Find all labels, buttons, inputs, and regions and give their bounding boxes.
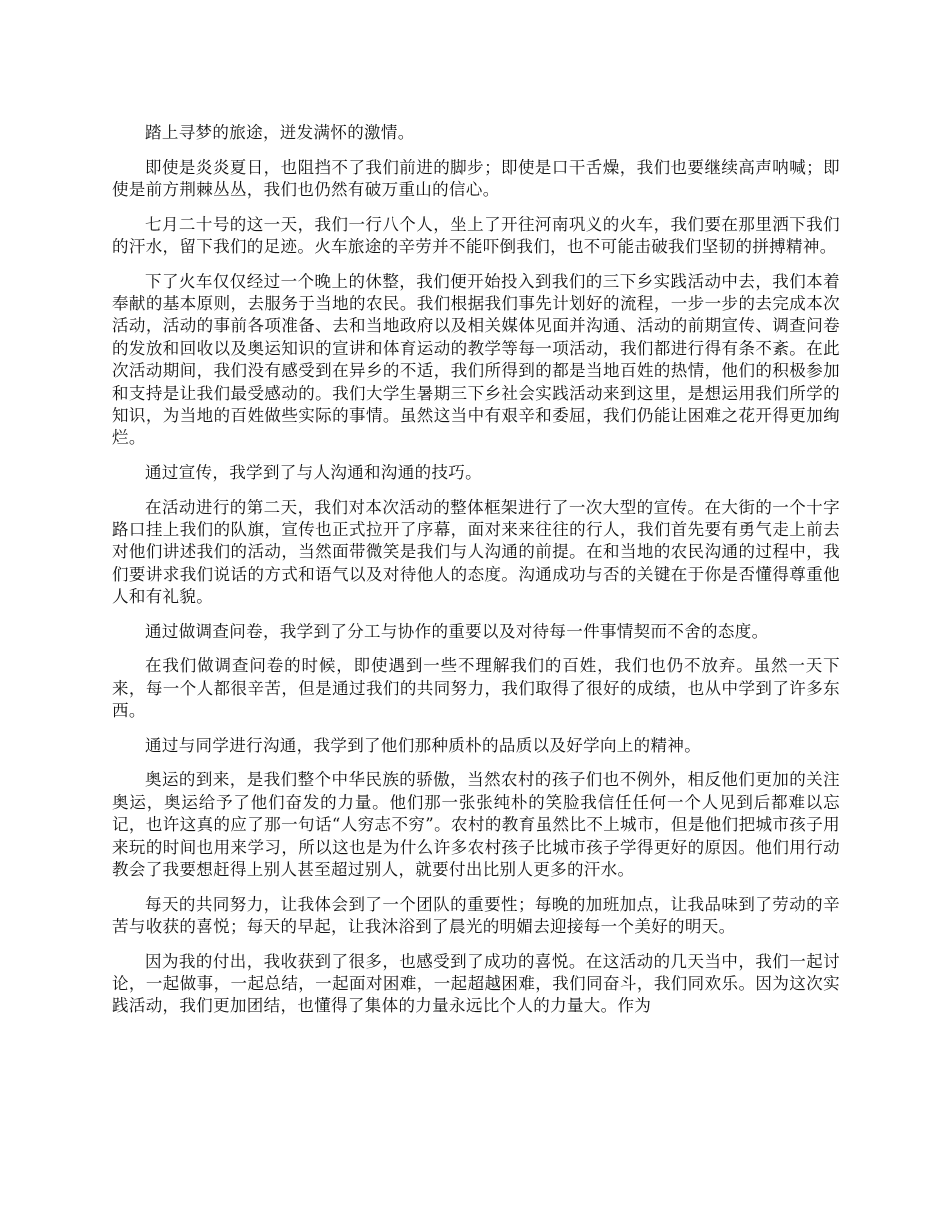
paragraph-2: 即使是炎炎夏日，也阻挡不了我们前进的脚步；即使是口干舌燥，我们也要继续高声呐喊；即使是前方荆棘丛丛，我们也仍然有破万重山的信心。 [112,157,840,199]
paragraph-9: 通过与同学进行沟通，我学到了他们那种质朴的品质以及好学向上的精神。 [145,735,702,755]
paragraph-3: 七月二十号的这一天，我们一行八个人，坐上了开往河南巩义的火车，我们要在那里洒下我们的汗水，留下我们的足迹。火车旅途的辛劳并不能吓倒我们，也不可能击破我们坚韧的拼搏精神。 [112,214,840,256]
paragraph-10: 奥运的到来，是我们整个中华民族的骄傲，当然农村的孩子们也不例外，相反他们更加的关注奥运，奥运给予了他们奋发的力量。他们那一张张纯朴的笑脸我信任任何一个人见到后都难以忘记，也许这真的应了那一句话“人穷志不穷”。农村的教育虽然比不上城市，但是他们把城市孩子用来玩的时间也用来学习，所以这也是为什么许多农村孩子比城市孩子学得更好的原因。他们用行动教会了我要想赶得上别人甚至超过别人，就要付出比别人更多的汗水。 [112,770,840,880]
paragraph-8: 在我们做调查问卷的时候，即使遇到一些不理解我们的百姓，我们也仍不放弃。虽然一天下来，每一个人都很辛苦，但是通过我们的共同努力，我们取得了很好的成绩，也从中学到了许多东西。 [112,656,840,721]
paragraph-7: 通过做调查问卷，我学到了分工与协作的重要以及对待每一件事情契而不舍的态度。 [145,621,769,641]
paragraph-4: 下了火车仅仅经过一个晚上的休整，我们便开始投入到我们的三下乡实践活动中去，我们本着奉献的基本原则，去服务于当地的农民。我们根据我们事先计划好的流程，一步一步的去完成本次活动，活动的事前各项准备、去和当地政府以及相关媒体见面并沟通、活动的前期宣传、调查问卷的发放和回收以及奥运知识的宣讲和体育运动的教学等每一项活动，我们都进行得有条不紊。在此次活动期间，我们没有感受到在异乡的不适，我们所得到的都是当地百姓的热情，他们的积极参加和支持是让我们最受感动的。我们大学生暑期三下乡社会实践活动来到这里，是想运用我们所学的知识，为当地的百姓做些实际的事情。虽然这当中有艰辛和委屈，我们仍能让困难之花开得更加绚烂。 [112,271,840,448]
paragraph-11: 每天的共同努力，让我体会到了一个团队的重要性；每晚的加班加点，让我品味到了劳动的辛苦与收获的喜悦；每天的早起，让我沐浴到了晨光的明媚去迎接每一个美好的明天。 [112,894,840,937]
paragraph-12: 因为我的付出，我收获到了很多，也感受到了成功的喜悦。在这活动的几天当中，我们一起讨论，一起做事，一起总结，一起面对困难，一起超越困难，我们同奋斗，我们同欢乐。因为这次实践活动，我们更加团结，也懂得了集体的力量永远比个人的力量大。作为 [112,951,840,1016]
document-body [112,122,840,1030]
paragraph-1: 踏上寻梦的旅途，迸发满怀的激情。 [145,123,415,142]
paragraph-6: 在活动进行的第二天，我们对本次活动的整体框架进行了一次大型的宣传。在大街的一个十字路口挂上我们的队旗，宣传也正式拉开了序幕，面对来来往往的行人，我们首先要有勇气走上前去对他们讲述我们的活动，当然面带微笑是我们与人沟通的前提。在和当地的农民沟通的过程中，我们要讲求我们说话的方式和语气以及对待他人的态度。沟通成功与否的关键在于你是否懂得尊重他人和有礼貌。 [112,497,840,607]
paragraph-5: 通过宣传，我学到了与人沟通和沟通的技巧。 [145,463,482,483]
